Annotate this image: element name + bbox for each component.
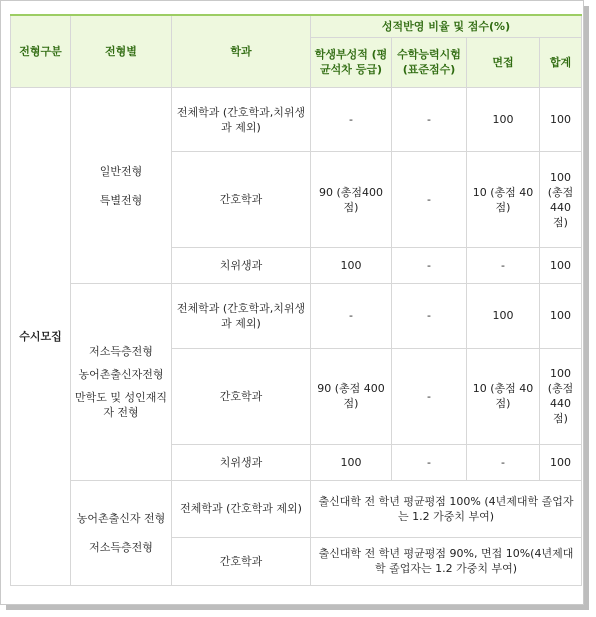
g1-r2-gpa: 90 (총점400 점) (311, 152, 392, 248)
group2-type-label: 만학도 및 성인재직자 전형 (74, 391, 167, 420)
g1-r2-total: 100 (총점 440 점) (540, 152, 582, 248)
g2-r1-gpa: - (311, 284, 392, 348)
g1-r1-math: - (392, 87, 467, 151)
g2-r3-gpa: 100 (311, 445, 392, 481)
group1-spacer (74, 179, 168, 193)
group2-spacer (74, 382, 168, 390)
g2-r3-math: - (392, 445, 467, 481)
g1-r1-dept: 전체학과 (간호학과,치위생과 제외) (172, 87, 311, 151)
group2-types (71, 284, 172, 481)
g2-r2-gpa: 90 (총점 400 점) (311, 348, 392, 445)
g2-r3-interview: - (467, 445, 540, 481)
division-label: 수시모집 (11, 87, 71, 585)
g3-r1-dept: 전체학과 (간호학과 제외) (172, 481, 311, 537)
g2-r3-dept: 치위생과 (172, 445, 311, 481)
g2-r2-math: - (392, 348, 467, 445)
g1-r3-total: 100 (540, 247, 582, 283)
frame-shadow-bottom (6, 605, 589, 610)
group3-type-label: 농어촌출신자 전형 (76, 512, 166, 526)
g2-r1-dept: 전체학과 (간호학과,치위생과 제외) (172, 284, 311, 348)
g2-r3-total: 100 (540, 445, 582, 481)
header-dept: 학과 (172, 15, 311, 87)
g1-r1-gpa: - (311, 87, 392, 151)
score-table (10, 14, 582, 586)
g1-r2-interview: 10 (총점 40 점) (467, 152, 540, 248)
group2-type-label: 농어촌출신자전형 (78, 368, 164, 382)
g2-r2-total: 100 (총점 440 점) (540, 348, 582, 445)
g3-r1-note: 출신대학 전 학년 평균평점 100% (4년제대학 졸업자는 1.2 가중치 부여) (311, 481, 582, 537)
g1-r3-gpa: 100 (311, 247, 392, 283)
g3-r2-dept: 간호학과 (172, 537, 311, 585)
group2-type-label: 저소득층전형 (89, 345, 153, 359)
g1-r2-math: - (392, 152, 467, 248)
g2-r1-math: - (392, 284, 467, 348)
group1-types (71, 87, 172, 283)
g2-r1-total: 100 (540, 284, 582, 348)
header-math: 수학능력시험 (표준점수) (392, 37, 467, 87)
g1-r2-dept: 간호학과 (172, 152, 311, 248)
header-interview: 면접 (467, 37, 540, 87)
g2-r2-dept: 간호학과 (172, 348, 311, 445)
frame-shadow-right (584, 6, 589, 610)
g1-r3-interview: - (467, 247, 540, 283)
g2-r2-interview: 10 (총점 40 점) (467, 348, 540, 445)
g3-r2-note: 출신대학 전 학년 평균평점 90%, 면접 10%(4년제대학 졸업자는 1.2 가중치 부여) (311, 537, 582, 585)
g1-r3-dept: 치위생과 (172, 247, 311, 283)
header-score-group: 성적반영 비율 및 점수(%) (311, 15, 582, 37)
g1-r1-total: 100 (540, 87, 582, 151)
group3-types (71, 481, 172, 586)
group2-spacer (74, 359, 168, 367)
header-total: 합계 (540, 37, 582, 87)
g2-r1-interview: 100 (467, 284, 540, 348)
group1-type-label: 특별전형 (99, 193, 143, 207)
header-gpa: 학생부성적 (평균석차 등급) (311, 37, 392, 87)
header-type: 전형별 (71, 15, 172, 87)
g1-r1-interview: 100 (467, 87, 540, 151)
group3-spacer (74, 526, 168, 540)
group1-type-label: 일반전형 (99, 164, 143, 178)
g1-r3-math: - (392, 247, 467, 283)
group3-type-label: 저소득층전형 (89, 541, 153, 555)
header-type-division: 전형구분 (11, 15, 71, 87)
